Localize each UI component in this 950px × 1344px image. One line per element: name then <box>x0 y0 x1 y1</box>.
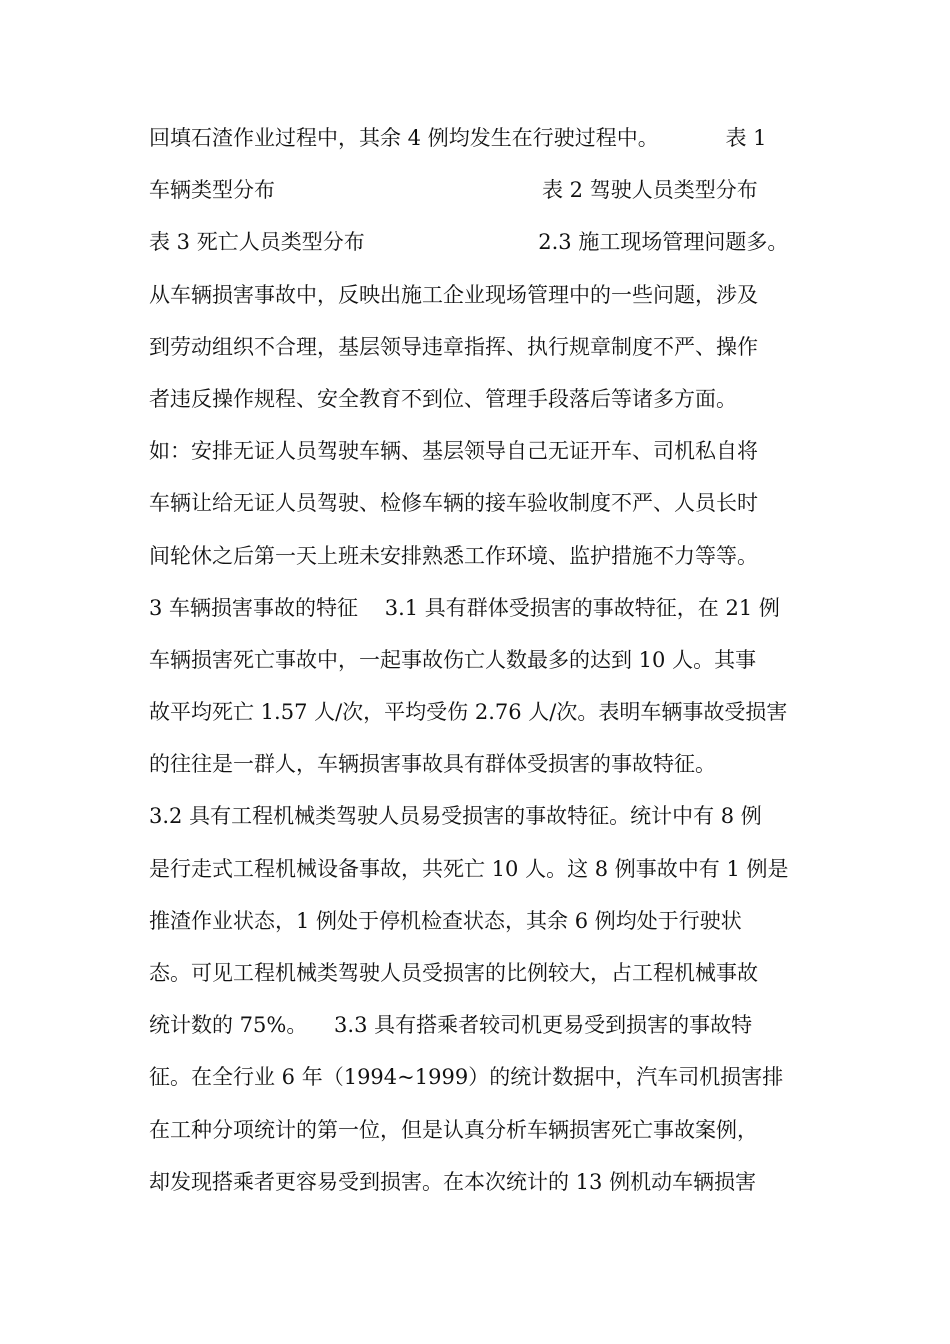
text-line-12: 故平均死亡 1.57 人/次，平均受伤 2.76 人/次。表明车辆事故受损害 <box>149 700 788 725</box>
text-line-14: 3.2 具有工程机械类驾驶人员易受损害的事故特征。统计中有 8 例 <box>149 804 762 829</box>
text-line-19: 征。在全行业 6 年（1994~1999）的统计数据中，汽车司机损害排 <box>149 1065 784 1090</box>
text-line-13: 的往往是一群人，车辆损害事故具有群体受损害的事故特征。 <box>149 752 716 777</box>
text-line-3: 表 3 死亡人员类型分布 2.3 施工现场管理问题多。 <box>149 230 789 255</box>
text-line-6: 者违反操作规程、安全教育不到位、管理手段落后等诸多方面。 <box>149 386 737 411</box>
text-line-10: 3 车辆损害事故的特征 3.1 具有群体受损害的事故特征，在 21 例 <box>149 595 780 620</box>
text-line-17: 态。可见工程机械类驾驶人员受损害的比例较大，占工程机械事故 <box>149 961 758 985</box>
text-line-9: 间轮休之后第一天上班未安排熟悉工作环境、监护措施不力等等。 <box>149 543 758 568</box>
text-line-8: 车辆让给无证人员驾驶、检修车辆的接车验收制度不严、人员长时 <box>149 491 758 516</box>
text-line-21: 却发现搭乘者更容易受到损害。在本次统计的 13 例机动车辆损害 <box>149 1169 757 1194</box>
text-line-5: 到劳动组织不合理，基层领导违章指挥、执行规章制度不严、操作 <box>149 334 758 359</box>
text-line-7: 如：安排无证人员驾驶车辆、基层领导自己无证开车、司机私自将 <box>149 439 758 464</box>
body-text <box>149 112 809 1208</box>
text-line-16: 推渣作业状态，1 例处于停机检查状态，其余 6 例均处于行驶状 <box>149 908 742 933</box>
text-line-18: 统计数的 75%。 3.3 具有搭乘者较司机更易受到损害的事故特 <box>149 1013 753 1038</box>
text-line-1: 回填石渣作业过程中，其余 4 例均发生在行驶过程中。 表 1 <box>149 126 767 150</box>
text-line-4: 从车辆损害事故中，反映出施工企业现场管理中的一些问题，涉及 <box>149 282 758 307</box>
text-line-11: 车辆损害死亡事故中，一起事故伤亡人数最多的达到 10 人。其事 <box>149 647 757 672</box>
text-line-20: 在工种分项统计的第一位，但是认真分析车辆损害死亡事故案例， <box>149 1117 758 1142</box>
text-line-2: 车辆类型分布 表 2 驾驶人员类型分布 <box>149 178 758 203</box>
text-line-15: 是行走式工程机械设备事故，共死亡 10 人。这 8 例事故中有 1 例是 <box>149 856 789 881</box>
